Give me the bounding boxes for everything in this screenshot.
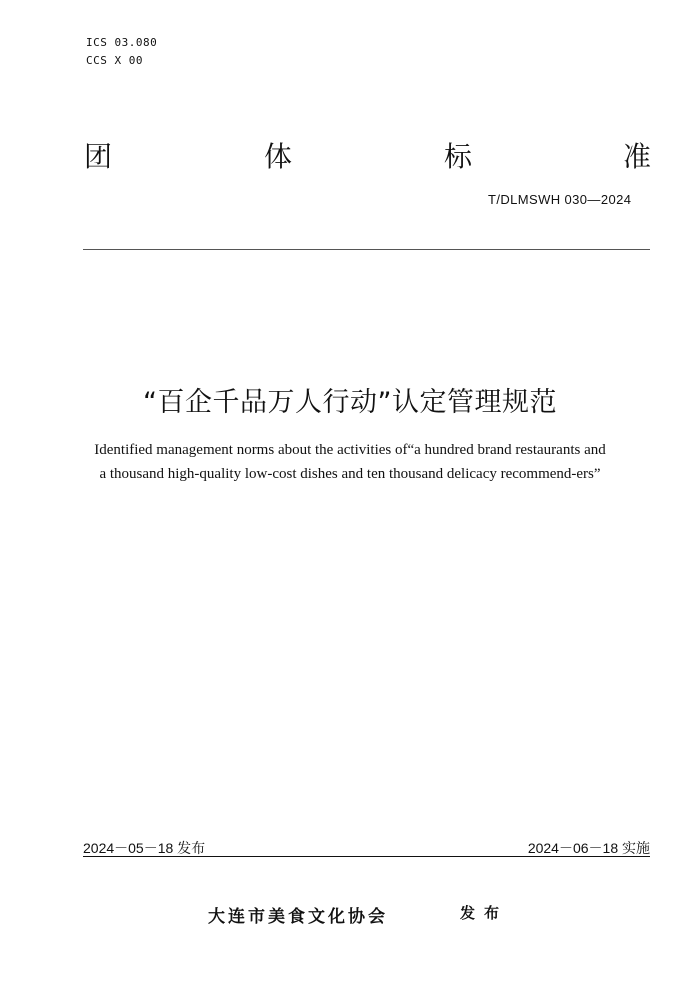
publish-label: 发布 bbox=[460, 904, 509, 922]
standard-type-char-3: 标 bbox=[444, 140, 473, 173]
document-title-english-line-2: a thousand high-quality low-cost dishes and ten thousand delicacy recommend-ers” bbox=[99, 466, 601, 482]
document-title-english-line-1: Identified management norms about the activities of“a hundred brand restaurants and bbox=[94, 442, 606, 458]
publisher-name: 大连市美食文化协会 bbox=[208, 907, 388, 927]
standard-type-char-4: 准 bbox=[623, 140, 652, 173]
standard-type-char-2: 体 bbox=[264, 140, 293, 173]
ics-code: ICS 03.080 bbox=[86, 36, 158, 49]
issue-date: 2024－05－18 发布 bbox=[83, 840, 206, 856]
effective-date: 2024－06－18 实施 bbox=[527, 840, 650, 856]
top-divider bbox=[83, 249, 650, 250]
standard-code: T/DLMSWH 030—2024 bbox=[488, 192, 632, 207]
standard-type-char-1: 团 bbox=[84, 140, 113, 173]
ccs-code: CCS X 00 bbox=[86, 54, 143, 67]
bottom-divider bbox=[83, 856, 650, 857]
document-title-chinese: “百企千品万人行动”认定管理规范 bbox=[143, 387, 557, 418]
